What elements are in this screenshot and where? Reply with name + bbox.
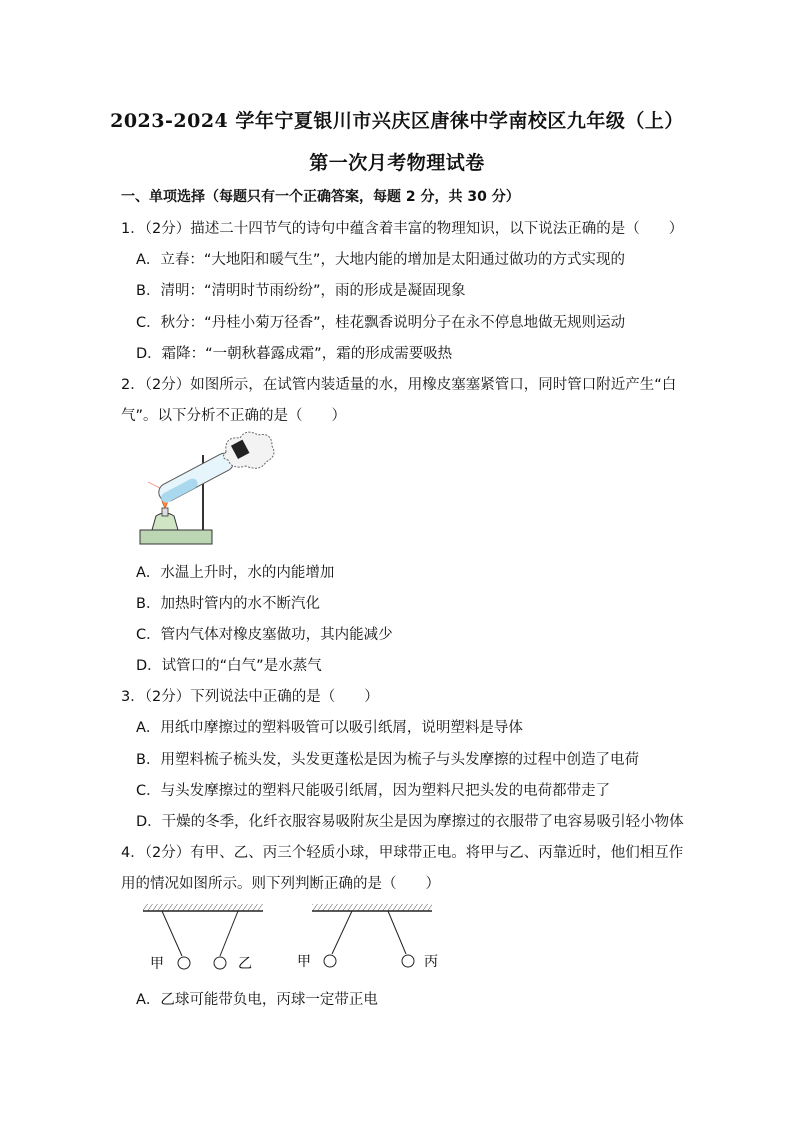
ceiling-right [312, 904, 432, 911]
question-2-option-b: B．加热时管内的水不断汽化 [136, 596, 320, 612]
question-3-option-b: B．用塑料梳子梳头发，头发更蓬松是因为梳子与头发摩擦的过程中创造了电荷 [136, 752, 639, 768]
question-1-option-a: A．立春：“大地阳和暖气生”，大地内能的增加是太阳通过做功的方式实现的 [136, 252, 625, 268]
ball-yi [214, 957, 226, 969]
question-1-option-c: C．秋分：“丹桂小菊万径香”，桂花飘香说明分子在永不停息地做无规则运动 [136, 315, 626, 331]
question-4-stem: 4．（2分）有甲、乙、丙三个轻质小球，甲球带正电。将甲与乙、丙靠近时，他们相互作 [121, 845, 684, 861]
label-jia-right: 甲 [297, 954, 311, 970]
question-4-stem-cont: 用的情况如图所示。则下列判断正确的是（ ） [121, 876, 440, 892]
question-2-option-d: D．试管口的“白气”是水蒸气 [136, 658, 322, 674]
question-1-option-d: D．霜降：“一朝秋暮露成霜”，霜的形成需要吸热 [136, 346, 453, 362]
question-3-option-d: D．干燥的冬季，化纤衣服容易吸附灰尘是因为摩擦过的衣服带了电容易吸引轻小物体 [136, 814, 684, 830]
section-heading: 一、单项选择（每题只有一个正确答案，每题 2 分，共 30 分） [121, 189, 520, 205]
question-4-option-a: A．乙球可能带负电，丙球一定带正电 [136, 992, 378, 1008]
question-2-stem-cont: 气”。以下分析不正确的是（ ） [121, 408, 347, 424]
question-3-option-a: A．用纸巾摩擦过的塑料吸管可以吸引纸屑，说明塑料是导体 [136, 720, 523, 736]
question-3-stem: 3．（2分）下列说法中正确的是（ ） [121, 689, 379, 705]
question-2-option-c: C．管内气体对橡皮塞做功，其内能减少 [136, 627, 393, 643]
question-3-option-c: C．与头发摩擦过的塑料尺能吸引纸屑，因为塑料尺把头发的电荷都带走了 [136, 783, 611, 799]
ball-bing [402, 955, 414, 967]
exam-title-line2: 第一次月考物理试卷 [309, 152, 485, 174]
label-bing: 丙 [424, 954, 438, 970]
label-yi: 乙 [238, 956, 252, 972]
charged-balls-figure [140, 900, 445, 980]
ceiling-left [143, 904, 263, 911]
label-jia-left: 甲 [150, 956, 164, 972]
question-1-stem: 1．（2分）描述二十四节气的诗句中蕴含着丰富的物理知识，以下说法正确的是（ ） [121, 221, 684, 237]
question-2-option-a: A．水温上升时，水的内能增加 [136, 565, 335, 581]
question-1-option-b: B．清明：“清明时节雨纷纷”，雨的形成是凝固现象 [136, 283, 466, 299]
exam-title-line1: 2023-2024 学年宁夏银川市兴庆区唐徕中学南校区九年级（上） [110, 110, 684, 132]
white-mist [223, 432, 274, 468]
test-tube-heating-figure [138, 430, 278, 555]
question-2-stem: 2．（2分）如图所示，在试管内装适量的水，用橡皮塞塞紧管口，同时管口附近产生“白 [121, 377, 677, 393]
ball-jia-right [324, 955, 336, 967]
ball-jia-left [178, 957, 190, 969]
stand-base [140, 530, 212, 544]
